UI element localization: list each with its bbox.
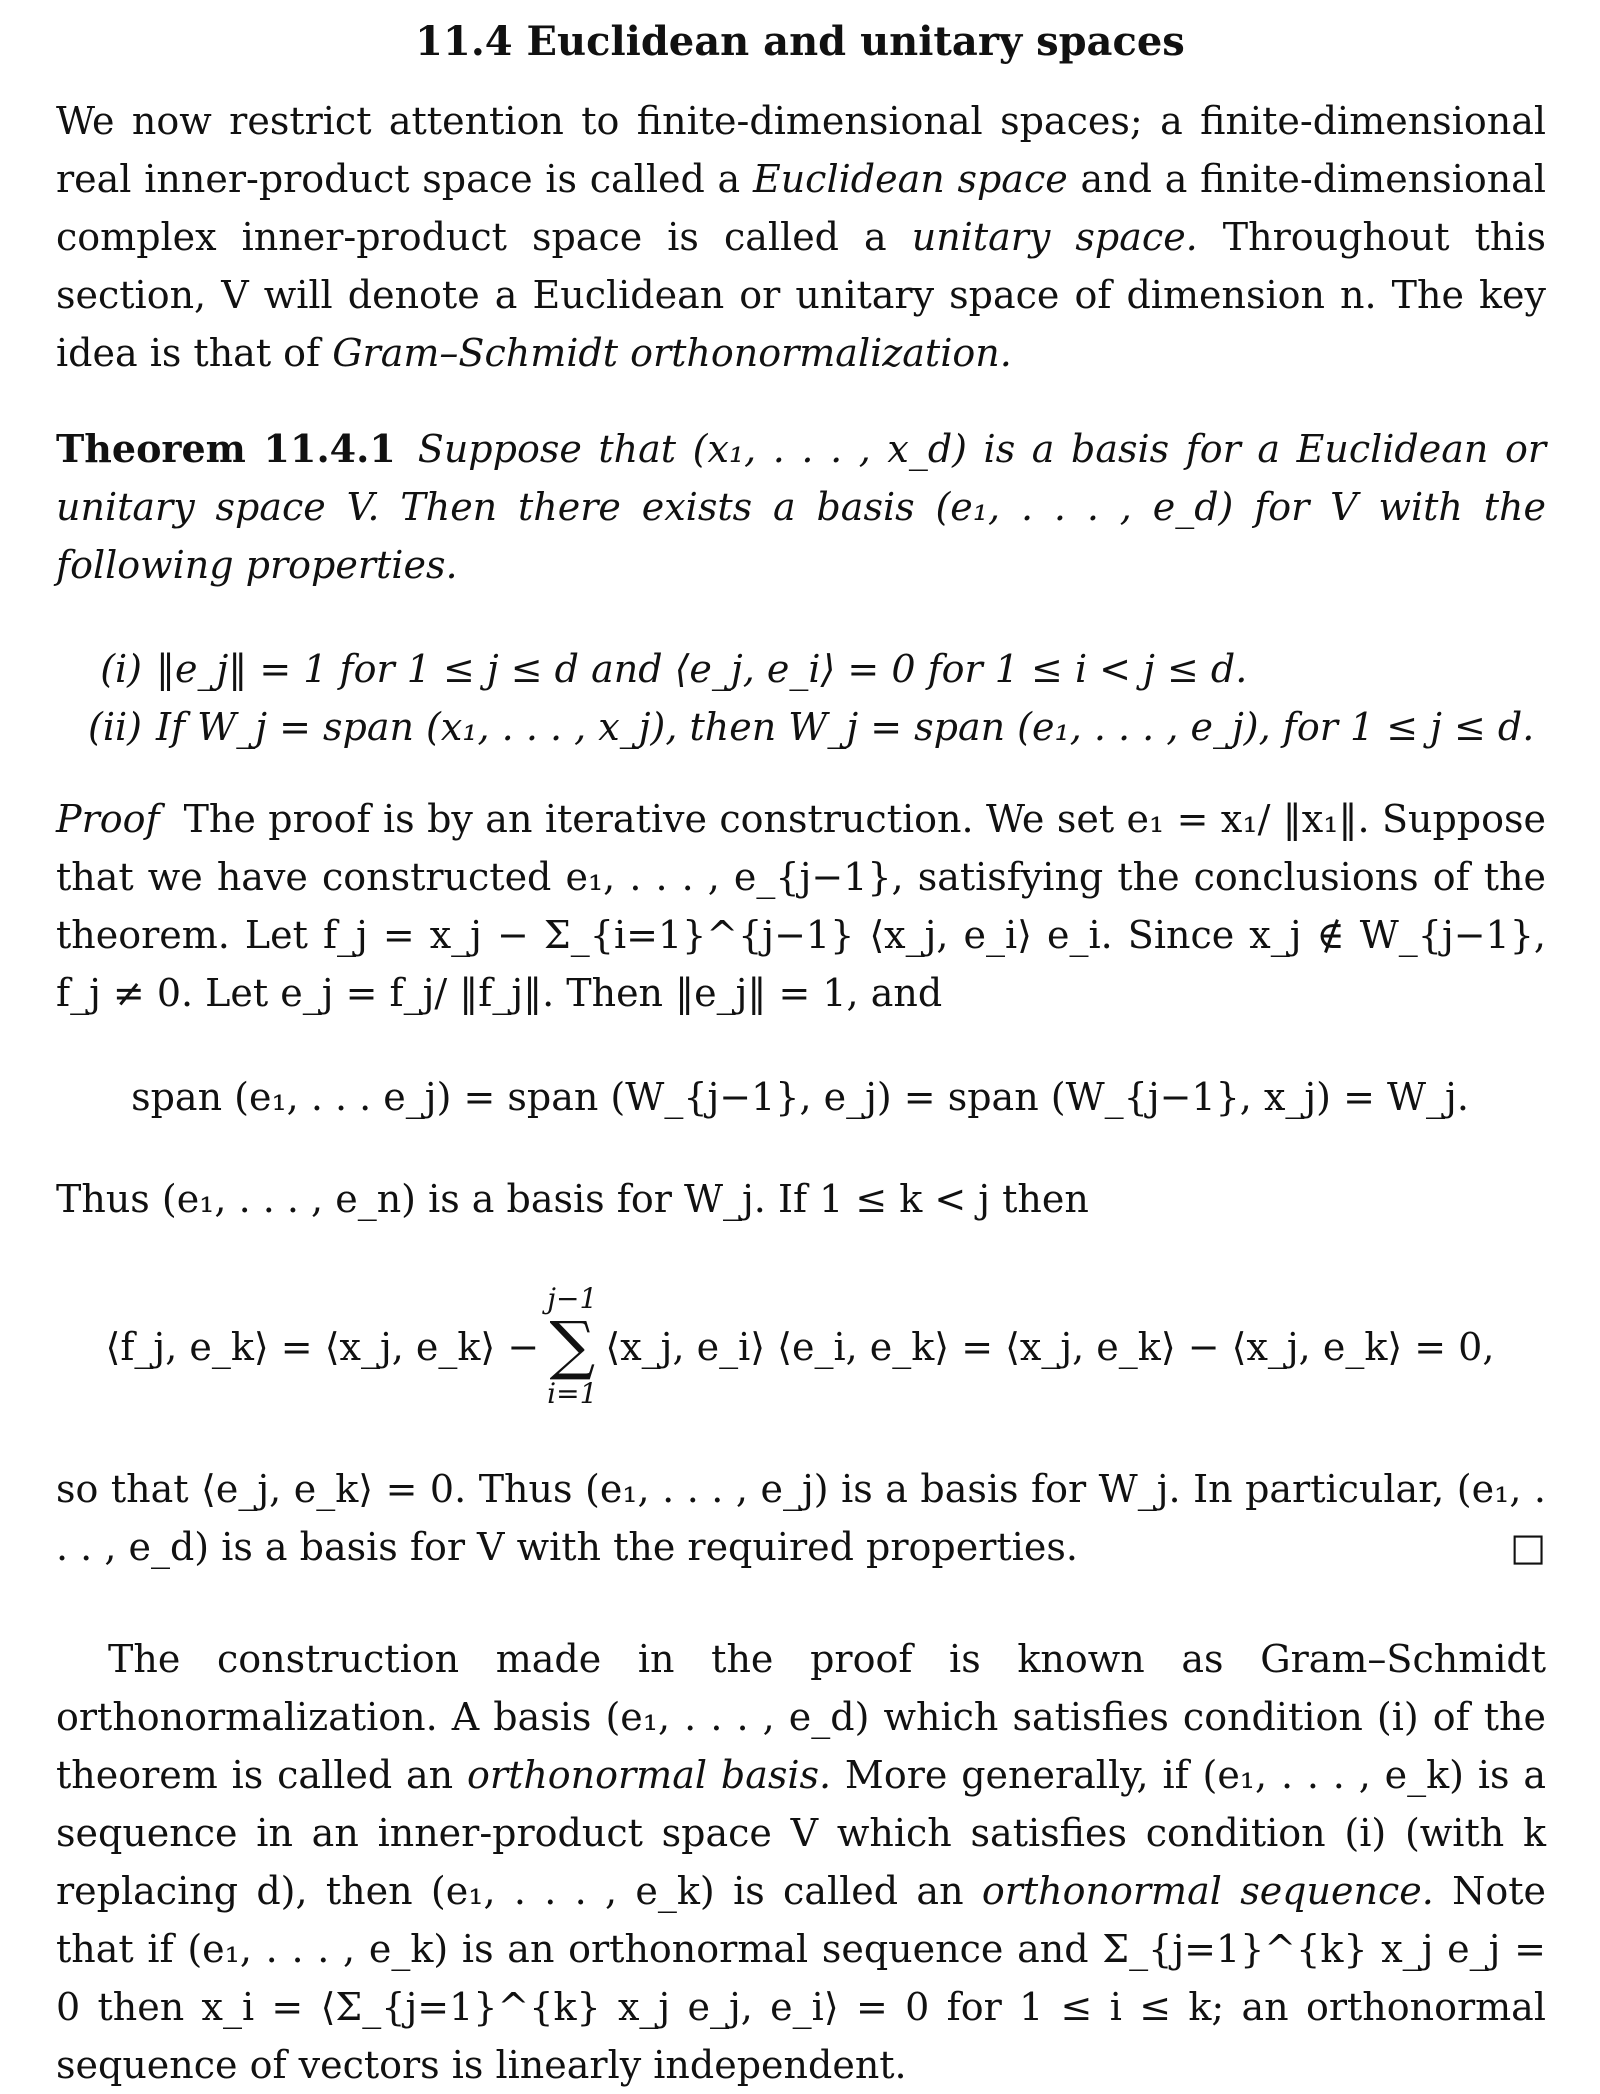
- proof-label: Proof: [56, 797, 160, 841]
- intro-text-1: We now restrict attention to finite-dimensional spaces; a finite-dimensional real inner-product space is called a: [56, 99, 1546, 201]
- orthogonality-equation: [0, 1282, 1600, 1445]
- theorem-text: Suppose that (x₁, . . . , x_d) is a basis for a Euclidean or unitary space V. Then there exists a basis (e₁, . . . , e_d) for V with the following properties.: [56, 427, 1546, 587]
- span-equation: span (e₁, . . . e_j) = span (W_{j−1}, e_j) = span (W_{j−1}, x_j) = W_j.: [131, 1075, 1469, 1119]
- proof-paragraph: [56, 790, 1546, 1022]
- proof-conclusion: [56, 1460, 1546, 1576]
- section-heading: 11.4 Euclidean and unitary spaces: [415, 18, 1185, 65]
- term-gram-schmidt: Gram–Schmidt orthonormalization.: [332, 331, 1012, 375]
- intro-text-2: and a finite-dimensional complex inner-product space is called a: [56, 157, 1546, 259]
- theorem-label: Theorem 11.4.1: [56, 426, 396, 471]
- summation-symbol: [547, 1282, 598, 1411]
- equation-right: ⟨x_j, e_i⟩ ⟨e_i, e_k⟩ = ⟨x_j, e_k⟩ − ⟨x_j, e_k⟩ = 0,: [605, 1324, 1495, 1369]
- intro-paragraph: [56, 92, 1546, 382]
- condition-text: If W_j = span (x₁, . . . , x_j), then W_j = span (e₁, . . . , e_j), for 1 ≤ j ≤ d.: [156, 705, 1535, 749]
- theorem-statement: [56, 420, 1546, 594]
- sum-lower-limit: i=1: [547, 1377, 598, 1411]
- term-orthonormal-basis: orthonormal basis.: [467, 1753, 832, 1797]
- intro-text-3: Throughout this section, V will denote a Euclidean or unitary space of dimension n. The key idea is that of: [56, 215, 1546, 375]
- theorem-conditions: [56, 640, 1546, 756]
- sum-upper-limit: j−1: [547, 1282, 598, 1315]
- basis-statement: Thus (e₁, . . . , e_n) is a basis for W_j. If 1 ≤ k < j then: [56, 1177, 1089, 1221]
- condition-item: [56, 698, 1546, 756]
- condition-item: [56, 640, 1546, 698]
- para2-text-2: More generally, if (e₁, . . . , e_k) is a sequence in an inner-product space V which satisfies condition (i) (with k replacing d), then (e₁, . . . , e_k) is called an: [56, 1753, 1546, 1913]
- term-unitary-space: unitary space.: [911, 215, 1198, 259]
- term-orthonormal-sequence: orthonormal sequence.: [981, 1869, 1434, 1913]
- proof-text: The proof is by an iterative construction. We set e₁ = x₁/ ‖x₁‖. Suppose that we have constructed e₁, . . . , e_{j−1}, satisfying the conclusions of the theorem. Let f_j = x_j − Σ_{i=1}^{j−1} ⟨x_j, e_i⟩ e_i. Since x_j ∉ W_{j−1}, f_j ≠ 0. Let e_j = f_j/ ‖f_j‖. Then ‖e_j‖ = 1, and: [56, 797, 1546, 1015]
- para2-text-3: Note that if (e₁, . . . , e_k) is an orthonormal sequence and Σ_{j=1}^{k} x_j e_j = 0 then x_i = ⟨Σ_{j=1}^{k} x_j e_j, e_i⟩ = 0 for 1 ≤ i ≤ k; an orthonormal sequence of vectors is linearly independent.: [56, 1869, 1547, 2087]
- sigma-icon: ∑: [549, 1309, 596, 1383]
- condition-label: (i): [100, 647, 142, 691]
- condition-label: (ii): [88, 705, 142, 749]
- term-euclidean-space: Euclidean space: [752, 157, 1068, 201]
- condition-text: ‖e_j‖ = 1 for 1 ≤ j ≤ d and ⟨e_j, e_i⟩ = 0 for 1 ≤ i < j ≤ d.: [156, 647, 1248, 691]
- equation-left: ⟨f_j, e_k⟩ = ⟨x_j, e_k⟩ −: [105, 1324, 540, 1369]
- conclusion-text: so that ⟨e_j, e_k⟩ = 0. Thus (e₁, . . . , e_j) is a basis for W_j. In particular, (e₁, . . . , e_d) is a basis for V with the required properties.: [56, 1467, 1546, 1569]
- orthonormal-paragraph: [56, 1630, 1546, 2094]
- para2-text-1: The construction made in the proof is known as Gram–Schmidt orthonormalization. A basis (e₁, . . . , e_d) which satisfies condition (i) of the theorem is called an: [56, 1637, 1546, 1797]
- qed-icon: □: [1510, 1525, 1546, 1569]
